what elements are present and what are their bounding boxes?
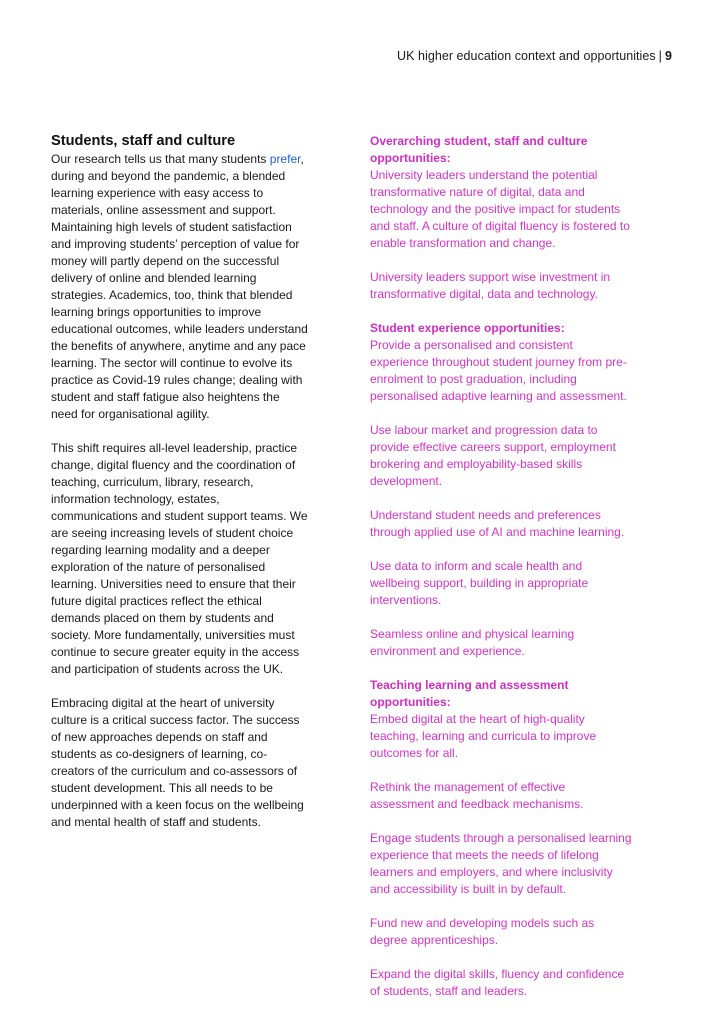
- opportunity-item: Provide a personalised and consistent experience throughout student journey from pre-enrolment to post graduation, including personalised adaptive learning and assessment.: [370, 338, 627, 403]
- opportunity-item: Understand student needs and preferences through applied use of AI and machine learning.: [370, 508, 625, 539]
- prefer-link[interactable]: prefer: [269, 152, 301, 166]
- paragraph-1-start: Our research tells us that many students: [51, 152, 270, 166]
- section-heading: Students, staff and culture: [51, 133, 236, 149]
- teaching-learning-heading: Teaching learning and assessment opportunities:: [370, 678, 569, 709]
- opportunity-item: Use labour market and progression data to provide effective careers support, employment brokering and employability-based skills development.: [370, 423, 616, 488]
- paragraph-1: [51, 151, 309, 423]
- left-column: [51, 131, 309, 848]
- opportunity-item: University leaders understand the potential transformative nature of digital, data and technology and the positive impact for students and staff. A culture of digital fluency is fostered to enable transformation and change.: [370, 168, 630, 250]
- opportunity-item: Embed digital at the heart of high-quality teaching, learning and curricula to improve outcomes for all.: [370, 712, 597, 760]
- opportunity-item: Engage students through a personalised learning experience that meets the needs of lifelong learners and employers, and where inclusivity and accessibility is built in by default.: [370, 831, 632, 896]
- opportunity-item: Seamless online and physical learning environment and experience.: [370, 627, 575, 658]
- opportunity-item: Expand the digital skills, fluency and confidence of students, staff and leaders.: [370, 967, 625, 998]
- header-separator: |: [658, 49, 662, 63]
- student-experience-heading: Student experience opportunities:: [370, 321, 565, 335]
- paragraph-3: Embracing digital at the heart of university culture is a critical success factor. The success of new approaches depends on staff and students as co-designers of learning, co-creators of the curriculum and co-assessors of student development. This all needs to be underpinned with a keen focus on the wellbeing and mental health of staff and students.: [51, 696, 304, 829]
- student-experience-section: [370, 320, 632, 660]
- paragraph-2: This shift requires all-level leadership, practice change, digital fluency and the coordination of teaching, curriculum, library, research, information technology, estates, communications and student support teams. We are seeing increasing levels of student choice regarding learning modality and a deeper exploration of the nature of personalised learning. Universities need to ensure that their future digital practices reflect the ethical demands placed on them by students and society. More fundamentally, universities must continue to secure greater equity in the access and participation of students across the UK.: [51, 441, 308, 676]
- overarching-opportunities-section: [370, 133, 632, 303]
- opportunity-item: Use data to inform and scale health and wellbeing support, building in appropriate interventions.: [370, 559, 589, 607]
- page-number: 9: [664, 49, 672, 63]
- section-title: UK higher education context and opportunities: [397, 49, 656, 63]
- opportunity-item: University leaders support wise investment in transformative digital, data and technology.: [370, 270, 611, 301]
- paragraph-1-rest: , during and beyond the pandemic, a blended learning experience with easy access to materials, online assessment and support. Maintaining high levels of student satisfaction and improving students’ perception of value for money will partly depend on the successful delivery of online and blended learning strategies. Academics, too, think that blended learning brings opportunities to improve educational outcomes, while leaders understand the benefits of anywhere, anytime and any pace learning. The sector will continue to evolve its practice as Covid-19 rules change; dealing with student and staff fatigue also heightens the need for organisational agility.: [51, 152, 308, 421]
- teaching-learning-section: [370, 677, 632, 1000]
- right-column: [370, 133, 632, 1017]
- opportunity-item: Rethink the management of effective assessment and feedback mechanisms.: [370, 780, 584, 811]
- running-header: [397, 49, 672, 63]
- opportunity-item: Fund new and developing models such as degree apprenticeships.: [370, 916, 595, 947]
- overarching-heading: Overarching student, staff and culture opportunities:: [370, 134, 588, 165]
